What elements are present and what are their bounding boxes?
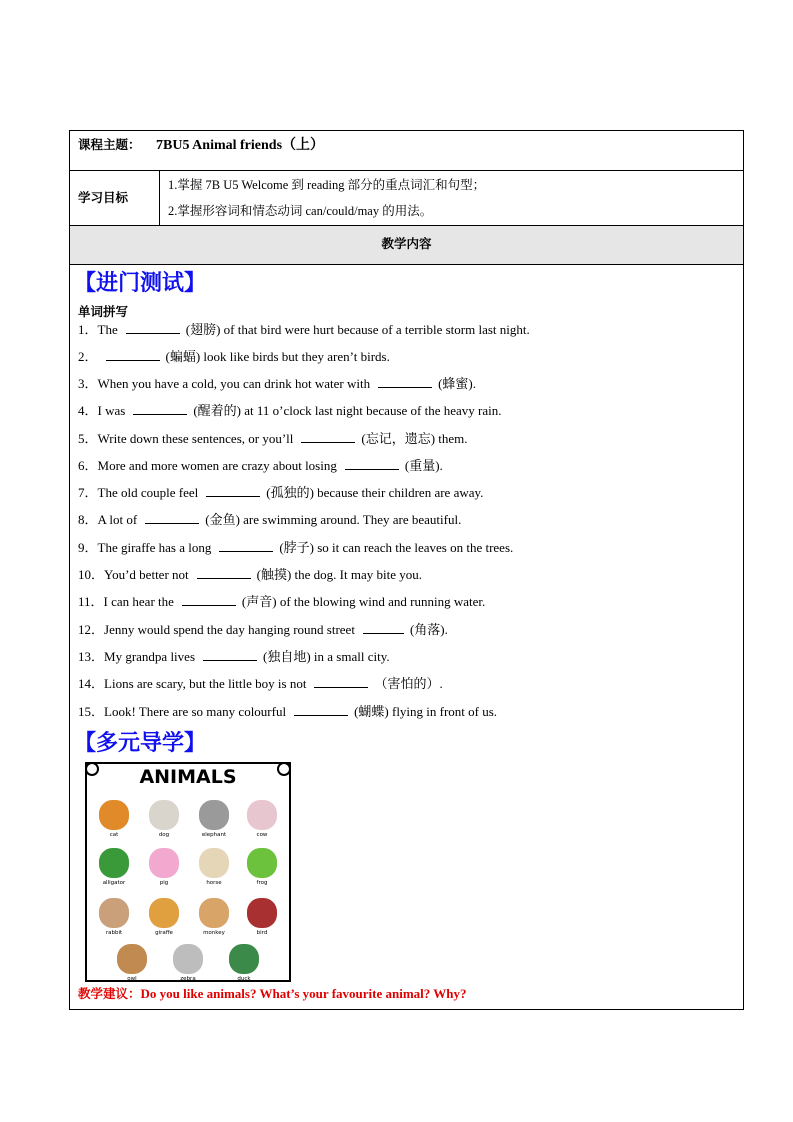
goals-label: 学习目标: [78, 190, 129, 205]
answer-blank[interactable]: [294, 704, 348, 716]
question-item: [78, 591, 485, 610]
animal-name: giraffe: [155, 930, 173, 936]
question-text-before: The: [97, 322, 118, 337]
question-item: [78, 346, 390, 365]
question-text-after: (蝙蝠) look like birds but they aren’t birds.: [165, 349, 390, 364]
animal-item: [239, 898, 285, 936]
question-text-after: （害怕的）.: [374, 676, 443, 691]
question-number: 10．: [78, 567, 105, 582]
teaching-tip-label: 教学建议：: [78, 986, 141, 1001]
animal-item: [239, 848, 285, 886]
question-number: 2．: [78, 349, 98, 364]
question-number: 3．: [78, 376, 98, 391]
answer-blank[interactable]: [133, 403, 187, 415]
animal-name: alligator: [102, 880, 126, 886]
teaching-tip: [78, 984, 467, 1002]
goal-item: 2.掌握形容词和情态动词 can/could/may 的用法。: [168, 204, 433, 218]
question-number: 1．: [78, 322, 98, 337]
duck-icon: [229, 944, 259, 974]
animal-name: rabbit: [105, 930, 123, 936]
animal-name: duck: [237, 976, 251, 982]
question-number: 8．: [78, 512, 98, 527]
question-number: 4．: [78, 403, 98, 418]
animal-item: [91, 848, 137, 886]
question-text-after: (声音) of the blowing wind and running water.: [241, 594, 486, 609]
animal-name: owl: [127, 976, 137, 982]
cow-icon: [247, 800, 277, 830]
question-item: [78, 564, 422, 583]
question-number: 14．: [78, 676, 105, 691]
animal-name: elephant: [201, 832, 227, 838]
topic-label: 课程主题：: [78, 137, 141, 152]
question-text-before: I can hear the: [103, 594, 174, 609]
poster-title: ANIMALS: [139, 766, 237, 788]
question-item: [78, 319, 530, 338]
animal-item: [91, 898, 137, 936]
question-number: 6．: [78, 458, 98, 473]
question-item: [78, 400, 501, 419]
question-text-after: (独自地) in a small city.: [263, 649, 390, 664]
question-number: 11．: [78, 594, 104, 609]
spelling-subheading: 单词拼写: [78, 304, 129, 319]
question-text-after: (角落).: [409, 622, 448, 637]
question-text-after: (蝴蝶) flying in front of us.: [354, 704, 498, 719]
animal-name: horse: [206, 880, 222, 886]
question-text-before: My grandpa lives: [104, 649, 195, 664]
question-text-after: (金鱼) are swimming around. They are beautiful.: [205, 512, 462, 527]
animal-name: cow: [256, 832, 268, 838]
alligator-icon: [99, 848, 129, 878]
animal-name: monkey: [203, 930, 225, 936]
zebra-icon: [173, 944, 203, 974]
goals-row: [70, 171, 743, 226]
question-item: [78, 619, 448, 638]
question-text-after: (忘记，遗忘) them.: [361, 431, 468, 446]
answer-blank[interactable]: [182, 594, 236, 606]
topic-row: [70, 131, 743, 171]
question-text-before: Look! There are so many colourful: [104, 704, 287, 719]
animal-item: [191, 898, 237, 936]
teaching-tip-text: Do you like animals? What’s your favourite animal? Why?: [140, 986, 467, 1001]
elephant-icon: [199, 800, 229, 830]
giraffe-icon: [149, 898, 179, 928]
question-text-before: More and more women are crazy about losing: [97, 458, 337, 473]
question-text-after: (孤独的) because their children are away.: [266, 485, 484, 500]
question-text-after: (脖子) so it can reach the leaves on the trees.: [279, 540, 514, 555]
animal-item: [191, 800, 237, 838]
question-text-before: Write down these sentences, or you’ll: [97, 431, 294, 446]
answer-blank[interactable]: [126, 322, 180, 334]
frog-icon: [247, 848, 277, 878]
question-item: [78, 428, 468, 447]
topic-value: 7BU5 Animal friends（上）: [156, 138, 325, 153]
answer-blank[interactable]: [345, 458, 399, 470]
question-item: [78, 509, 461, 528]
question-number: 9．: [78, 540, 98, 555]
question-text-before: Lions are scary, but the little boy is not: [104, 676, 307, 691]
animal-name: pig: [159, 880, 169, 886]
question-text-before: The giraffe has a long: [97, 540, 212, 555]
question-text-before: You’d better not: [104, 567, 189, 582]
answer-blank[interactable]: [203, 649, 257, 661]
question-text-before: A lot of: [97, 512, 138, 527]
answer-blank[interactable]: [197, 567, 251, 579]
answer-blank[interactable]: [219, 540, 273, 552]
bird-icon: [247, 898, 277, 928]
goals-divider: [159, 171, 160, 225]
animal-item: [141, 800, 187, 838]
rabbit-icon: [99, 898, 129, 928]
question-text-before: When you have a cold, you can drink hot water with: [97, 376, 371, 391]
animal-name: bird: [256, 930, 268, 936]
question-number: 5．: [78, 431, 98, 446]
animal-item: [141, 898, 187, 936]
question-number: 15．: [78, 704, 105, 719]
answer-blank[interactable]: [301, 431, 355, 443]
animal-item: [239, 800, 285, 838]
answer-blank[interactable]: [363, 622, 404, 634]
animal-item: [191, 848, 237, 886]
answer-blank[interactable]: [145, 512, 199, 524]
pig-icon: [149, 848, 179, 878]
question-text-before: I was: [97, 403, 126, 418]
question-text-after: (蜂蜜).: [438, 376, 476, 391]
question-item: [78, 646, 390, 665]
question-text-after: (醒着的) at 11 o’clock last night because of the heavy rain.: [193, 403, 502, 418]
question-text-after: (重量).: [404, 458, 443, 473]
question-item: [78, 673, 443, 692]
horse-icon: [199, 848, 229, 878]
monkey-icon: [199, 898, 229, 928]
question-item: [78, 373, 476, 392]
question-number: 12．: [78, 622, 105, 637]
animal-item: [221, 944, 267, 982]
question-text-after: (翅膀) of that bird were hurt because of a terrible storm last night.: [185, 322, 530, 337]
question-item: [78, 455, 443, 474]
animal-name: frog: [256, 880, 268, 886]
question-text-after: (触摸) the dog. It may bite you.: [256, 567, 422, 582]
owl-icon: [117, 944, 147, 974]
answer-blank[interactable]: [206, 485, 260, 497]
answer-blank[interactable]: [378, 376, 432, 388]
animal-name: zebra: [180, 976, 196, 982]
question-item: [78, 537, 513, 556]
animals-poster: [85, 762, 291, 982]
answer-blank[interactable]: [106, 349, 160, 361]
guided-learning-heading: 【多元导学】: [74, 731, 207, 756]
lesson-sheet: [69, 130, 744, 1010]
animal-name: cat: [109, 832, 119, 838]
entry-test-heading: 【进门测试】: [74, 271, 207, 296]
content-heading-row: [70, 226, 743, 265]
question-number: 7．: [78, 485, 98, 500]
animal-name: dog: [158, 832, 170, 838]
question-text-before: Jenny would spend the day hanging round street: [104, 622, 355, 637]
animal-item: [165, 944, 211, 982]
goal-item: 1.掌握 7B U5 Welcome 到 reading 部分的重点词汇和句型；: [168, 178, 486, 192]
question-number: 13．: [78, 649, 105, 664]
animal-item: [109, 944, 155, 982]
question-item: [78, 482, 483, 501]
animal-item: [141, 848, 187, 886]
animal-item: [91, 800, 137, 838]
dog-icon: [149, 800, 179, 830]
content-heading: 教学内容: [381, 236, 432, 251]
question-item: [78, 701, 497, 720]
question-text-before: The old couple feel: [97, 485, 199, 500]
cat-icon: [99, 800, 129, 830]
answer-blank[interactable]: [314, 676, 368, 688]
